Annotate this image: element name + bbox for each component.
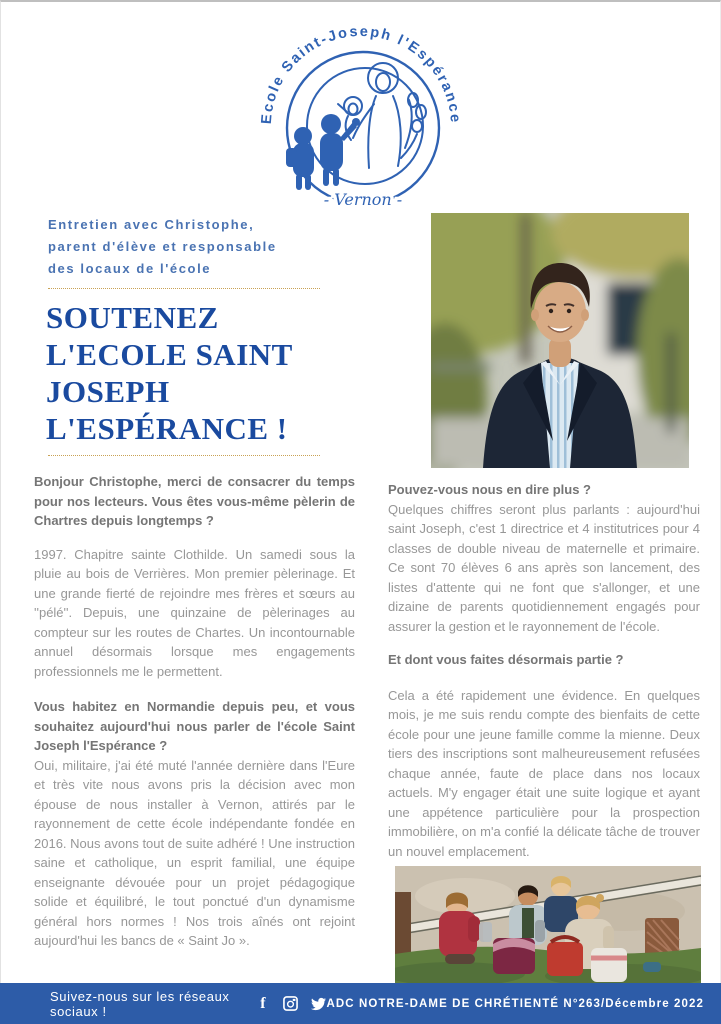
facebook-icon[interactable]: f — [260, 994, 266, 1012]
answer-1: 1997. Chapitre sainte Clothilde. Un samedi sous la pluie au bois de Verrières. Mon premier pèlerinage. Et une grande fierté de rejoindre mes frères et sœurs au ''pélé''. Depuis, une quinzaine de pèlerinages au compteur sur les routes de Chartes. Un incontournable annuel désormais lorsque mes engagements professionnels me le permettent. — [34, 546, 355, 679]
social-follow-text: Suivez-nous sur les réseaux sociaux ! — [50, 988, 230, 1019]
footer-bar — [0, 983, 721, 1024]
question-1: Bonjour Christophe, merci de consacrer du temps pour nos lecteurs. Vous êtes vous-même pèlerin de Chartres depuis longtemps ? — [34, 474, 355, 528]
title-line: L'ECOLE SAINT — [46, 337, 293, 372]
saint-joseph-drawing — [338, 63, 426, 168]
gold-dotted-divider-top — [48, 288, 320, 289]
social-icons — [255, 996, 326, 1011]
title-line: SOUTENEZ — [46, 300, 219, 335]
right-column — [388, 213, 700, 861]
christophe-portrait-photo — [431, 213, 689, 468]
kicker-line: des locaux de l'école — [48, 261, 212, 276]
children-snack-photo — [395, 866, 701, 983]
kicker-line: Entretien avec Christophe, — [48, 217, 255, 232]
left-column — [34, 214, 355, 951]
twitter-icon[interactable] — [311, 996, 326, 1011]
question-2: Vous habitez en Normandie depuis peu, et vous souhaitez aujourd'hui nous parler de l'école Saint Joseph l'Espérance ? — [34, 699, 355, 753]
gold-dotted-divider-bottom — [48, 455, 320, 456]
page-title — [46, 299, 355, 447]
answer-4: Cela a été rapidement une évidence. En quelques mois, je me suis rendu compte des bienfaits de cette école pour une jeune famille comme la mienne. Deux tiers des inscriptions sont malheureusement refusées chaque année, faute de place dans nos locaux actuels. M'y engager était une suite logique et ayant une appétence particulière pour la prospection immobilière, on m'a confié la délicate tâche de trouver un nouvel emplacement. — [388, 687, 700, 859]
kicker-line: parent d'élève et responsable — [48, 239, 277, 254]
logo-arc-text: Ecole Saint-Joseph l'Espérance — [258, 23, 463, 125]
instagram-icon[interactable] — [283, 996, 298, 1011]
question-3: Pouvez-vous nous en dire plus ? — [388, 482, 591, 497]
newsletter-issue-text: ADC NOTRE-DAME DE CHRÉTIENTÉ N°263/Décembre 2022 — [326, 997, 704, 1010]
children-silhouettes — [286, 114, 360, 190]
answer-2: Oui, militaire, j'ai été muté l'année dernière dans l'Eure et très vite nous avons pris la décision avec mon épouse de nous installer à Vernon, attirés par le rayonnement de cette école indépendante fondée en 2016. Nous avons tout de suite adhéré ! Une instruction saine et catholique, un esprit familial, une équipe enseignante dévouée pour un projet pédagogique solide et équilibré, le tout ponctué d'un dynamisme général hors normes ! Nos trois aînés ont rejoint aujourd'hui les bancs de « Saint Jo ». — [34, 757, 355, 948]
title-line: JOSEPH — [46, 374, 170, 409]
logo-place-text: - Vernon - — [323, 190, 402, 209]
title-line: L'ESPÉRANCE ! — [46, 411, 288, 446]
article-kicker — [34, 214, 355, 280]
school-logo-drawing — [241, 8, 481, 212]
answer-3: Quelques chiffres seront plus parlants : aujourd'hui saint Joseph, c'est 1 directrice et 4 institutrices pour 4 classes de double niveau de maternelle et primaire. Ce sont 70 élèves 6 ans après son lancement, des listes d'attente qui ne font que s'allonger, et une dizaine de parents quotidiennement engagés pour assurer la gestion et le rayonnement de l'école. — [388, 501, 700, 634]
school-logo — [241, 8, 481, 212]
question-4: Et dont vous faites désormais partie ? — [388, 652, 624, 667]
